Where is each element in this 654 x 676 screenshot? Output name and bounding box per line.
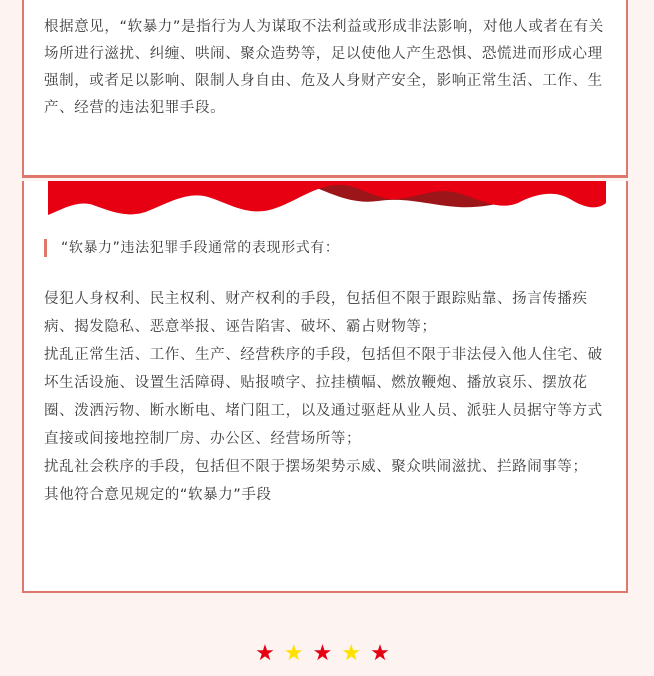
bottom-text-card: [22, 181, 628, 593]
curtain-drape: [48, 181, 606, 215]
star-icon: ★: [312, 641, 342, 666]
star-icon: ★: [255, 641, 284, 666]
star-icon: ★: [283, 641, 313, 666]
list-item: 扰乱正常生活、工作、生产、经营秩序的手段，包括但不限于非法侵入他人住宅、破坏生活设施、设置生活障碍、贴报喷字、拉挂横幅、燃放鞭炮、播放哀乐、摆放花圈、泼洒污物、断水断电、堵门阻工，以及通过驱赶从业人员、派驻人员据守等方式直接或间接地控制厂房、办公区、经营场所等；: [44, 347, 603, 447]
definition-paragraph: 根据意见，“软暴力”是指行为人为谋取不法利益或形成非法影响，对他人或者在有关场所进行滋扰、纠缠、哄闹、聚众造势等，足以使他人产生恐惧、恐慌进而形成心理强制，或者足以影响、限制人身自由、危及人身财产安全，影响正常生活、工作、生产、经营的违法犯罪手段。: [44, 19, 604, 116]
section-heading: “软暴力”违法犯罪手段通常的表现形式有：: [44, 239, 340, 257]
red-curtain-banner: [48, 181, 606, 221]
top-text-card: [22, 0, 628, 178]
list-item: 其他符合意见规定的“软暴力”手段: [44, 487, 272, 503]
list-item: 扰乱社会秩序的手段，包括但不限于摆场架势示威、聚众哄闹滋扰、拦路闹事等；: [44, 459, 588, 475]
star-divider: [0, 640, 654, 668]
star-icon: ★: [341, 641, 371, 666]
star-icon: ★: [370, 641, 399, 666]
list-item: 侵犯人身权利、民主权利、财产权利的手段，包括但不限于跟踪贴靠、扬言传播疾病、揭发隐私、恶意举报、诬告陷害、破坏、霸占财物等；: [44, 291, 588, 335]
forms-list: [44, 285, 612, 509]
